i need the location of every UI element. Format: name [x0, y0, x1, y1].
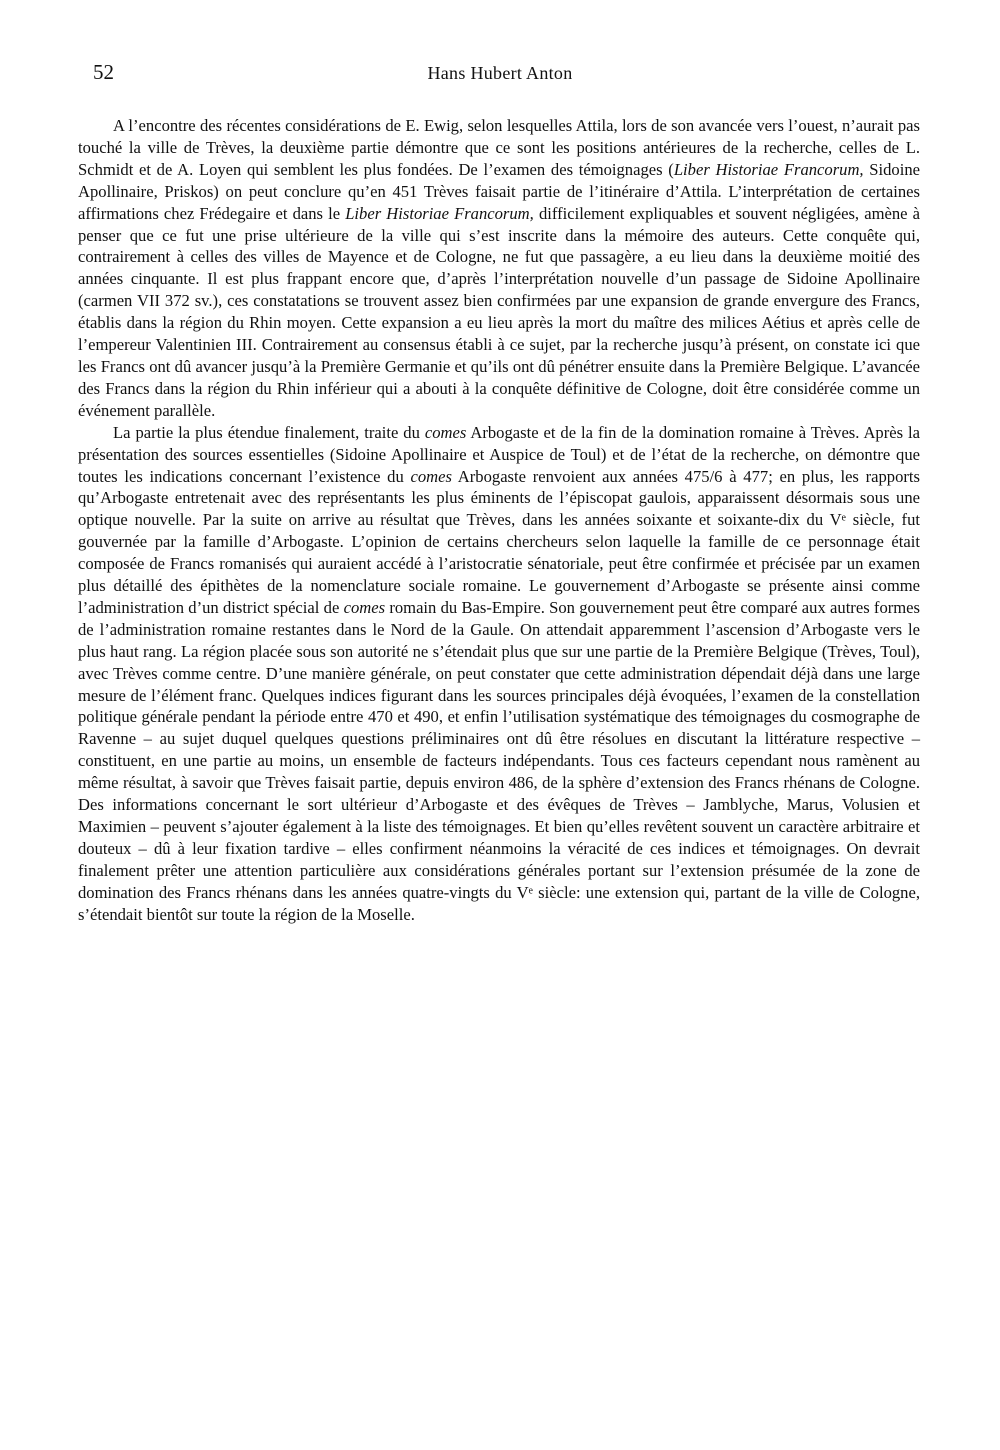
running-head: Hans Hubert Anton	[427, 63, 573, 83]
text-run: romain du Bas-Empire. Son gouvernement peut être comparé aux autres formes de l’administration romaine restantes dans le Nord de la Gaule. On attendait apparemment l’ascension d’Arbogaste vers le plus haut rang. La région placée sous son autorité ne s’étendait plus que sur une partie de la Première Belgique (Trèves, Toul), avec Trèves comme centre. D’une manière générale, on peut constater que cette administration dépendait déjà dans une large mesure de l’élément franc. Quelques indices figurant dans les sources principales déjà évoquées, l’examen de la constellation politique générale pendant la période entre 470 et 490, et enfin l’utilisation systématique des témoignages du cosmographe de Ravenne – au sujet duquel quelques questions préliminaires ont dû être résolues en discutant la littérature respective – constituent, en une partie au moins, un ensemble de facteurs indépendants. Tous ces facteurs cependant nous ramènent au même résultat, à savoir que Trèves faisait partie, depuis environ 486, de la sphère d’extension des Francs rhénans de Cologne. Des informations concernant le sort ultérieur d’Arbogaste et des évêques de Trèves – Jamblyche, Marus, Volusien et Maximien – peuvent s’ajouter également à la liste des témoignages. Et bien qu’elles revêtent souvent un caractère arbitraire et douteux – dû à leur fixation tardive – elles confirment néanmoins la véracité de ces indices et témoignages. On devrait finalement prêter une attention particulière aux considérations générales portant sur l’extension présumée de la zone de domination des Francs rhénans dans les années quatre-vingts du Vᵉ siècle: une extension qui, partant de la ville de Cologne, s’étendait bientôt sur toute la région de la Moselle.	[78, 597, 920, 924]
italic-text-run: Liber Historiae Francorum,	[673, 159, 864, 179]
italic-text-run: comes	[343, 597, 386, 617]
italic-text-run: comes	[410, 466, 452, 486]
text-run: La partie la plus étendue finalement, traite du	[113, 422, 425, 442]
body-text	[78, 115, 920, 926]
paragraph	[78, 115, 920, 422]
italic-text-run: comes	[424, 422, 467, 442]
text-run: difficilement expliquables et souvent négligées, amène à penser que ce fut une prise ultérieure de la ville qui s’est inscrite dans la mémoire des auteurs. Cette conquête qui, contrairement à celles des villes de Mayence et de Cologne, ne fut que passagère, a eu lieu dans la deuxième moitié des années cinquante. Il est plus frappant encore que, d’après l’interprétation nouvelle d’un passage de Sidoine Apollinaire (carmen VII 372 sv.), ces constatations se trouvent assez bien confirmées par une expansion de grande envergure des Francs, établis dans la région du Rhin moyen. Cette expansion a eu lieu après la mort du maître des milices Aétius et après celle de l’empereur Valentinien III. Contrairement au consensus établi à ce sujet, par la recherche jusqu’à présent, on constate ici que les Francs ont dû avancer jusqu’à la Première Germanie et qu’ils ont dû pénétrer ensuite dans la Première Belgique. L’avancée des Francs dans la région du Rhin inférieur qui a abouti à la conquête définitive de Cologne, doit être considérée comme un événement parallèle.	[78, 203, 920, 420]
text-run: Sidoine Apollinaire, Priskos) on peut conclure qu’en 451 Trèves faisait partie de l’itinéraire d’Attila. L’interprétation de certaines affirmations chez Frédegaire et dans le	[78, 159, 920, 223]
paragraph	[78, 422, 920, 926]
text-run: Arbogaste renvoient aux années 475/6 à 477; en plus, les rapports qu’Arbogaste entretenait avec des représentants les plus éminents de l’épiscopat gaulois, apparaissent désormais sous une optique nouvelle. Par la suite on arrive au résultat que Trèves, dans les années soixante et soixante-dix du Vᵉ siècle, fut gouvernée par la famille d’Arbogaste. L’opinion de certains chercheurs selon laquelle la famille de ce personnage était composée de Francs romanisés qui auraient accédé à l’aristocratie sénatoriale, peut être confirmée et précisée par un examen plus détaillé des épithètes de la nomenclature sociale romaine. Le gouvernement d’Arbogaste se présente ainsi comme l’administration d’un district spécial de	[78, 466, 920, 617]
page-number: 52	[93, 60, 114, 84]
text-run: A l’encontre des récentes considérations de E. Ewig, selon lesquelles Attila, lors de son avancée vers l’ouest, n’aurait pas touché la ville de Trèves, la deuxième partie démontre que ce sont les positions antérieures de la recherche, celles de L. Schmidt et de A. Loyen qui semblent les plus fondées. De l’examen des témoignages (	[78, 116, 920, 179]
italic-text-run: Liber Historiae Francorum,	[345, 203, 534, 223]
text-run: Arbogaste et de la fin de la domination romaine à Trèves. Après la présentation des sources essentielles (Sidoine Apollinaire et Auspice de Toul) et de l’état de la recherche, on démontre que toutes les indications concernant l’existence du	[78, 422, 920, 486]
